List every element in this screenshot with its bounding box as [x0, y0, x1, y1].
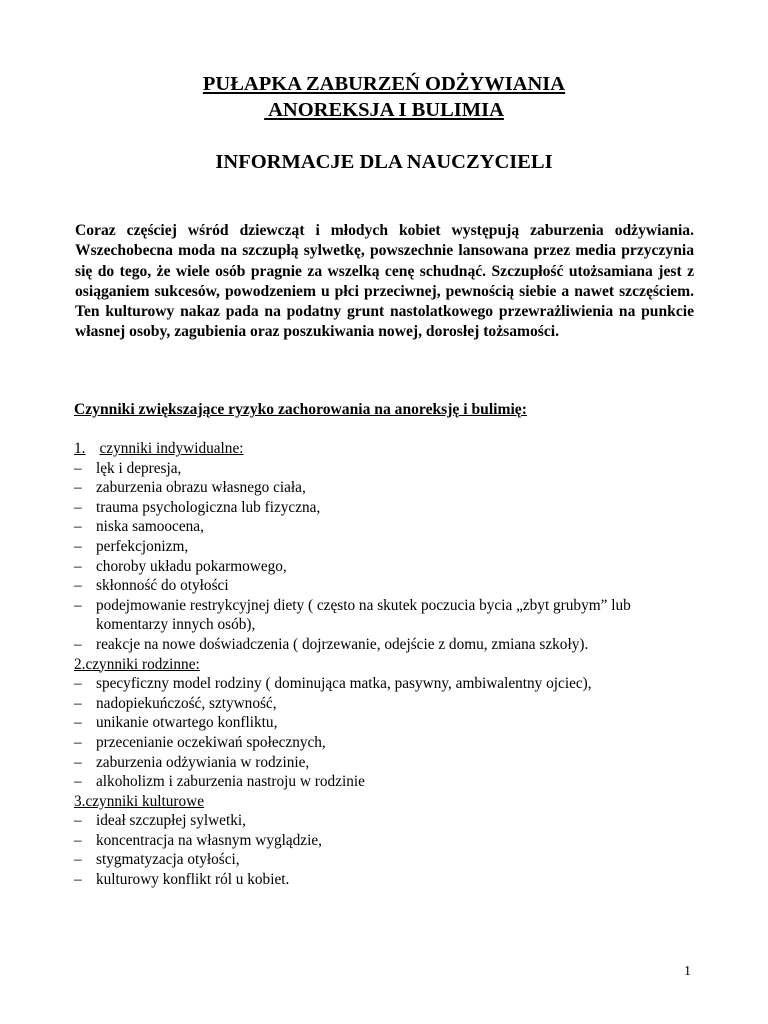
list-item: – lęk i depresja, [74, 459, 714, 479]
group-family [74, 655, 714, 792]
list-item: – specyficzny model rodziny ( dominująca matka, pasywny, ambiwalentny ojciec), [74, 674, 714, 694]
list-item: – koncentracja na własnym wyglądzie, [74, 831, 714, 851]
document-title-line1: PUŁAPKA ZABURZEŃ ODŻYWIANIA [202, 73, 566, 95]
list-item: – nadopiekuńczość, sztywność, [74, 694, 714, 714]
list-item: – reakcje na nowe doświadczenia ( dojrzewanie, odejście z domu, zmiana szkoły). [74, 635, 714, 655]
list-item: – unikanie otwartego konfliktu, [74, 713, 714, 733]
list-item: – stygmatyzacja otyłości, [74, 850, 714, 870]
list-item: – trauma psychologiczna lub fizyczna, [74, 498, 714, 518]
list-item: – zaburzenia odżywiania w rodzinie, [74, 753, 714, 773]
document-subtitle: INFORMACJE DLA NAUCZYCIELI [215, 151, 553, 173]
list-item: – choroby układu pokarmowego, [74, 557, 714, 577]
group-title-individual [74, 439, 714, 459]
list-item: – niska samoocena, [74, 517, 714, 537]
list-item: – alkoholizm i zaburzenia nastroju w rodzinie [74, 772, 714, 792]
list-item: – zaburzenia obrazu własnego ciała, [74, 478, 714, 498]
group-title-cultural: 3.czynniki kulturowe [74, 792, 204, 810]
risk-factors-heading: Czynniki zwiększające ryzyko zachorowania na anoreksję i bulimię: [74, 401, 527, 418]
group-title-text: czynniki indywidualne: [99, 440, 244, 457]
risk-factors-list [74, 439, 714, 890]
group-number: 1. [74, 440, 86, 457]
intro-paragraph: Coraz częściej wśród dziewcząt i młodych kobiet występują zaburzenia odżywiania. Wszechobecna moda na szczupłą sylwetkę, powszechnie lansowana przez media przyczynia się do tego, że wiele osób pragnie za wszelką cenę schudnąć. Szczupłość utożsamiana jest z osiąganiem sukcesów, powodzeniem u płci przeciwnej, pewnością siebie a nawet szczęściem. Ten kulturowy nakaz pada na podatny grunt nastolatkowego przewrażliwienia na punkcie własnej osoby, zagubienia oraz poszukiwania nowej, dorosłej tożsamości. [75, 222, 694, 341]
page-number: 1 [684, 964, 691, 979]
document-title-line2: ANOREKSJA I BULIMIA [264, 99, 504, 121]
list-item: – przecenianie oczekiwań społecznych, [74, 733, 714, 753]
group-title-family: 2.czynniki rodzinne: [74, 655, 200, 673]
list-item: – kulturowy konflikt ról u kobiet. [74, 870, 714, 890]
list-item: – skłonność do otyłości [74, 576, 714, 596]
group-cultural [74, 792, 714, 890]
list-item: – ideał szczupłej sylwetki, [74, 811, 714, 831]
group-individual [74, 439, 714, 655]
list-item: – perfekcjonizm, [74, 537, 714, 557]
list-item: – podejmowanie restrykcyjnej diety ( często na skutek poczucia bycia „zbyt grubym” lub komentarzy innych osób), [74, 596, 636, 635]
